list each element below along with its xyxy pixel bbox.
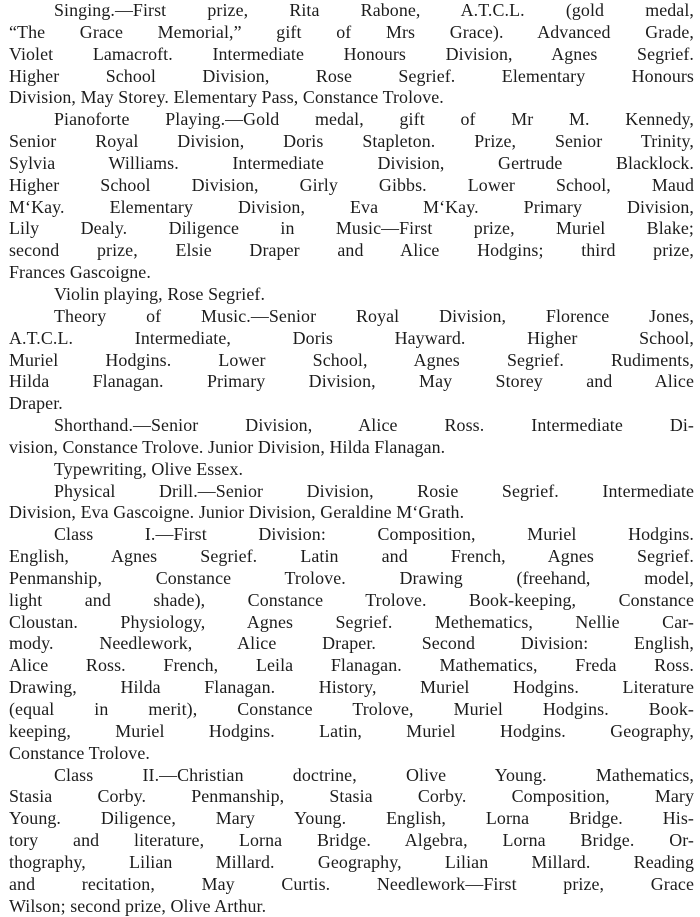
text-line: Stasia Corby. Penmanship, Stasia Corby. Composition, Mary — [9, 786, 694, 807]
text-line: (equal in merit), Constance Trolove, Muriel Hodgins. Book- — [9, 699, 694, 719]
text-line: A.T.C.L. Intermediate, Doris Hayward. Higher School, — [9, 327, 694, 348]
text-line: Frances Gascoigne. — [9, 262, 151, 283]
paragraph-singing — [9, 0, 694, 109]
text-line: second prize, Elsie Draper and Alice Hodgins; third prize, — [9, 240, 694, 261]
text-line: mody. Needlework, Alice Draper. Second Division: English, — [9, 633, 694, 654]
paragraph-theory — [9, 306, 694, 415]
paragraph-violin — [9, 284, 694, 306]
text-line: Division, Eva Gascoigne. Junior Division, Geraldine M‘Grath. — [9, 502, 465, 523]
text-line: Wilson; second prize, Olive Arthur. — [9, 895, 267, 916]
text-line: Singing.—First prize, Rita Rabone, A.T.C.L. (gold medal, — [54, 0, 694, 20]
text-line: thography, Lilian Millard. Geography, Lilian Millard. Reading — [9, 851, 694, 872]
text-line: light and shade), Constance Trolove. Book-keeping, Constance — [9, 589, 694, 610]
text-line: Violet Lamacroft. Intermediate Honours Division, Agnes Segrief. — [9, 43, 694, 64]
text-line: Constance Trolove. — [9, 742, 150, 763]
text-line: Physical Drill.—Senior Division, Rosie Segrief. Intermediate — [54, 480, 694, 501]
text-line: English, Agnes Segrief. Latin and French, Agnes Segrief. — [9, 546, 694, 567]
paragraph-physical-drill — [9, 481, 694, 525]
text-line: Violin playing, Rose Segrief. — [54, 283, 266, 304]
text-line: vision, Constance Trolove. Junior Division, Hilda Flanagan. — [9, 436, 446, 457]
text-line: Class II.—Christian doctrine, Olive Young. Mathematics, — [54, 764, 694, 785]
text-line: Shorthand.—Senior Division, Alice Ross. Intermediate Di- — [54, 415, 694, 436]
text-line: tory and literature, Lorna Bridge. Algebra, Lorna Bridge. Or- — [9, 830, 694, 851]
text-line: Muriel Hodgins. Lower School, Agnes Segrief. Rudiments, — [9, 349, 694, 370]
text-line: Higher School Division, Girly Gibbs. Lower School, Maud — [9, 174, 694, 195]
text-line: Alice Ross. French, Leila Flanagan. Mathematics, Freda Ross. — [9, 655, 694, 676]
text-line: Sylvia Williams. Intermediate Division, Gertrude Blacklock. — [9, 152, 694, 173]
paragraph-pianoforte — [9, 109, 694, 284]
text-line: keeping, Muriel Hodgins. Latin, Muriel Hodgins. Geography, — [9, 720, 694, 741]
text-line: Penmanship, Constance Trolove. Drawing (freehand, model, — [9, 567, 694, 588]
text-line: Division, May Storey. Elementary Pass, Constance Trolove. — [9, 87, 444, 108]
text-line: Typewriting, Olive Essex. — [54, 458, 244, 479]
text-line: Draper. — [9, 393, 63, 414]
text-line: Lily Dealy. Diligence in Music—First prize, Muriel Blake; — [9, 218, 694, 239]
text-line: Theory of Music.—Senior Royal Division, Florence Jones, — [54, 305, 694, 326]
text-line: Pianoforte Playing.—Gold medal, gift of Mr M. Kennedy, — [54, 109, 694, 130]
paragraph-class-two — [9, 765, 694, 917]
text-line: Young. Diligence, Mary Young. English, Lorna Bridge. His- — [9, 808, 694, 829]
text-line: “The Grace Memorial,” gift of Mrs Grace). Advanced Grade, — [9, 21, 694, 42]
text-line: Senior Royal Division, Doris Stapleton. Prize, Senior Trinity, — [9, 131, 694, 152]
text-line: Hilda Flanagan. Primary Division, May Storey and Alice — [9, 371, 694, 392]
paragraph-shorthand — [9, 415, 694, 459]
paragraph-typewriting — [9, 459, 694, 481]
text-line: Drawing, Hilda Flanagan. History, Muriel Hodgins. Literature — [9, 677, 694, 698]
text-line: Class I.—First Division: Composition, Muriel Hodgins. — [54, 524, 694, 545]
paragraph-class-one — [9, 524, 694, 764]
text-line: and recitation, May Curtis. Needlework—First prize, Grace — [9, 873, 694, 894]
text-line: M‘Kay. Elementary Division, Eva M‘Kay. Primary Division, — [9, 196, 694, 217]
text-line: Cloustan. Physiology, Agnes Segrief. Methematics, Nellie Car- — [9, 611, 694, 632]
text-line: Higher School Division, Rose Segrief. Elementary Honours — [9, 65, 694, 86]
